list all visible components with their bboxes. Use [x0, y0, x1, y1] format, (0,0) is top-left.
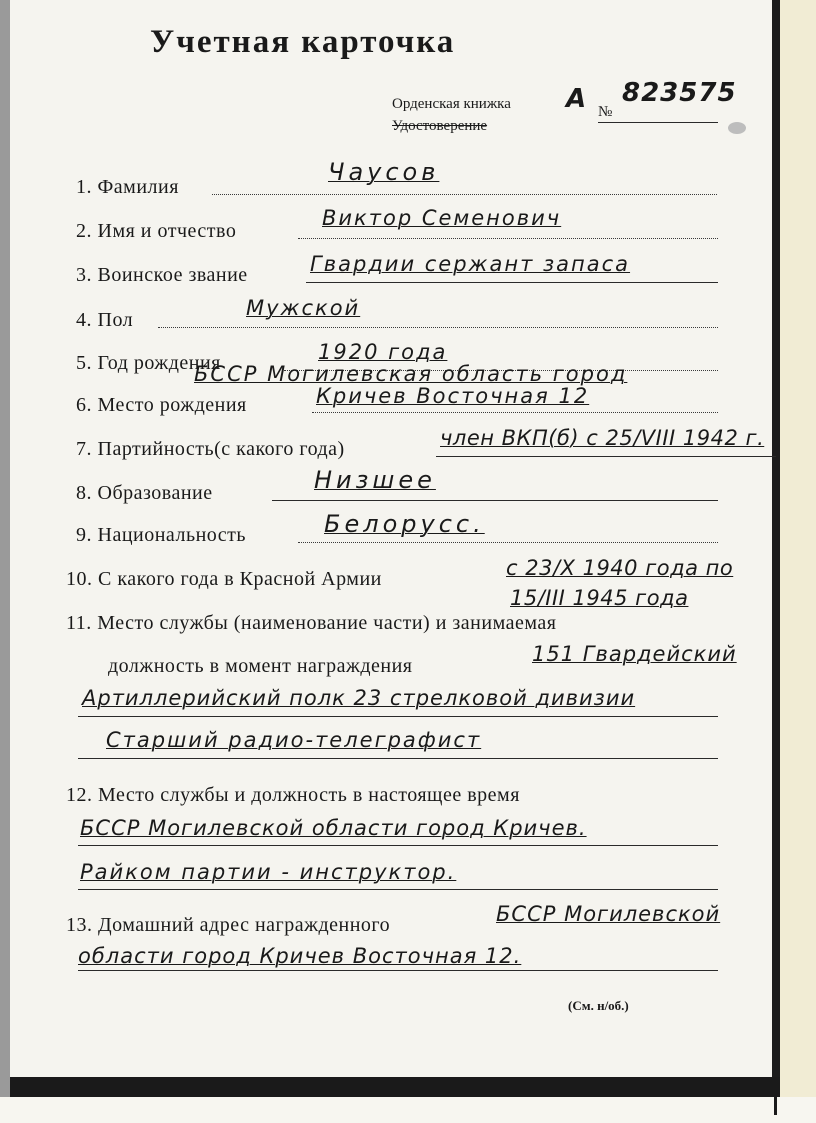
field-2-value: Виктор Семенович: [322, 206, 562, 230]
field-13-value-line-1: БССР Могилевской: [496, 902, 721, 926]
order-book-number: 823575: [622, 78, 737, 108]
field-11-label-line-1: 11. Место службы (наименование части) и занимаемая: [66, 612, 557, 634]
field-13-label: 13. Домашний адрес награжденного: [66, 914, 391, 936]
scan-right-border: [772, 0, 780, 1080]
field-4-line: [158, 327, 718, 328]
field-2-label: 2. Имя и отчество: [76, 220, 237, 242]
scan-bottom-margin: [0, 1097, 816, 1123]
field-11-line-2: [78, 758, 718, 759]
field-12-value-line-1: БССР Могилевской области город Кричев.: [80, 816, 587, 840]
field-12-label: 12. Место службы и должность в настоящее время: [66, 784, 520, 806]
field-6-value-line-2: Кричев Восточная 12: [316, 384, 590, 408]
field-10-label: 10. С какого года в Красной Армии: [66, 568, 382, 590]
field-9-line: [298, 542, 718, 543]
order-book-label: Орденская книжка: [392, 96, 511, 112]
number-underline: [598, 122, 718, 123]
field-8-line: [272, 500, 718, 501]
field-4-label: 4. Пол: [76, 309, 134, 331]
field-7-label: 7. Партийность(с какого года): [76, 438, 345, 460]
scan-corner-mark: [774, 1097, 777, 1115]
field-4-value: Мужской: [246, 296, 361, 320]
field-12-line-2: [78, 889, 718, 890]
field-7-value: член ВКП(б) с 25/VIII 1942 г.: [440, 426, 765, 450]
field-11-value-line-3: Старший радио-телеграфист: [106, 728, 482, 752]
field-3-line: [306, 282, 718, 283]
field-6-value-line-1: БССР Могилевская область город: [194, 362, 628, 386]
footnote-see-reverse: (См. н/об.): [568, 998, 629, 1013]
field-9-label: 9. Национальность: [76, 524, 247, 546]
field-12-value-line-2: Райком партии - инструктор.: [80, 860, 457, 884]
field-2-line: [298, 238, 718, 239]
field-1-label: 1. Фамилия: [76, 176, 179, 198]
field-10-value-line-1: с 23/X 1940 года по: [506, 556, 734, 580]
field-8-value: Низшее: [314, 466, 436, 494]
field-9-value: Белорусс.: [324, 510, 485, 538]
field-8-label: 8. Образование: [76, 482, 213, 504]
scan-bottom-border: [10, 1077, 780, 1097]
scan-right-margin: [780, 0, 816, 1123]
field-11-line-1: [78, 716, 718, 717]
certificate-label: Удостоверение: [392, 118, 488, 134]
field-7-line: [436, 456, 776, 457]
field-6-label: 6. Место рождения: [76, 394, 247, 416]
stamp-mark: [728, 122, 746, 134]
field-6-line: [312, 412, 718, 413]
field-3-value: Гвардии сержант запаса: [310, 252, 631, 276]
field-10-value-line-2: 15/III 1945 года: [510, 586, 689, 610]
number-sign: №: [598, 104, 613, 120]
field-3-label: 3. Воинское звание: [76, 264, 248, 286]
field-1-value: Чаусов: [328, 158, 440, 186]
field-1-line: [212, 194, 717, 195]
scan-left-edge: [0, 0, 10, 1123]
field-11-value-line-1: 151 Гвардейский: [532, 642, 737, 666]
order-book-series: А: [566, 84, 588, 114]
field-11-value-line-2: Артиллерийский полк 23 стрелковой дивизии: [82, 686, 636, 710]
field-13-line: [78, 970, 718, 971]
card-title: Учетная карточка: [150, 24, 456, 60]
field-11-label-line-2: должность в момент награждения: [108, 655, 413, 677]
field-5-label: 5. Год рождения: [76, 352, 221, 374]
field-5-value: 1920 года: [318, 340, 448, 364]
field-12-line-1: [78, 845, 718, 846]
field-13-value-line-2: области город Кричев Восточная 12.: [78, 944, 522, 968]
